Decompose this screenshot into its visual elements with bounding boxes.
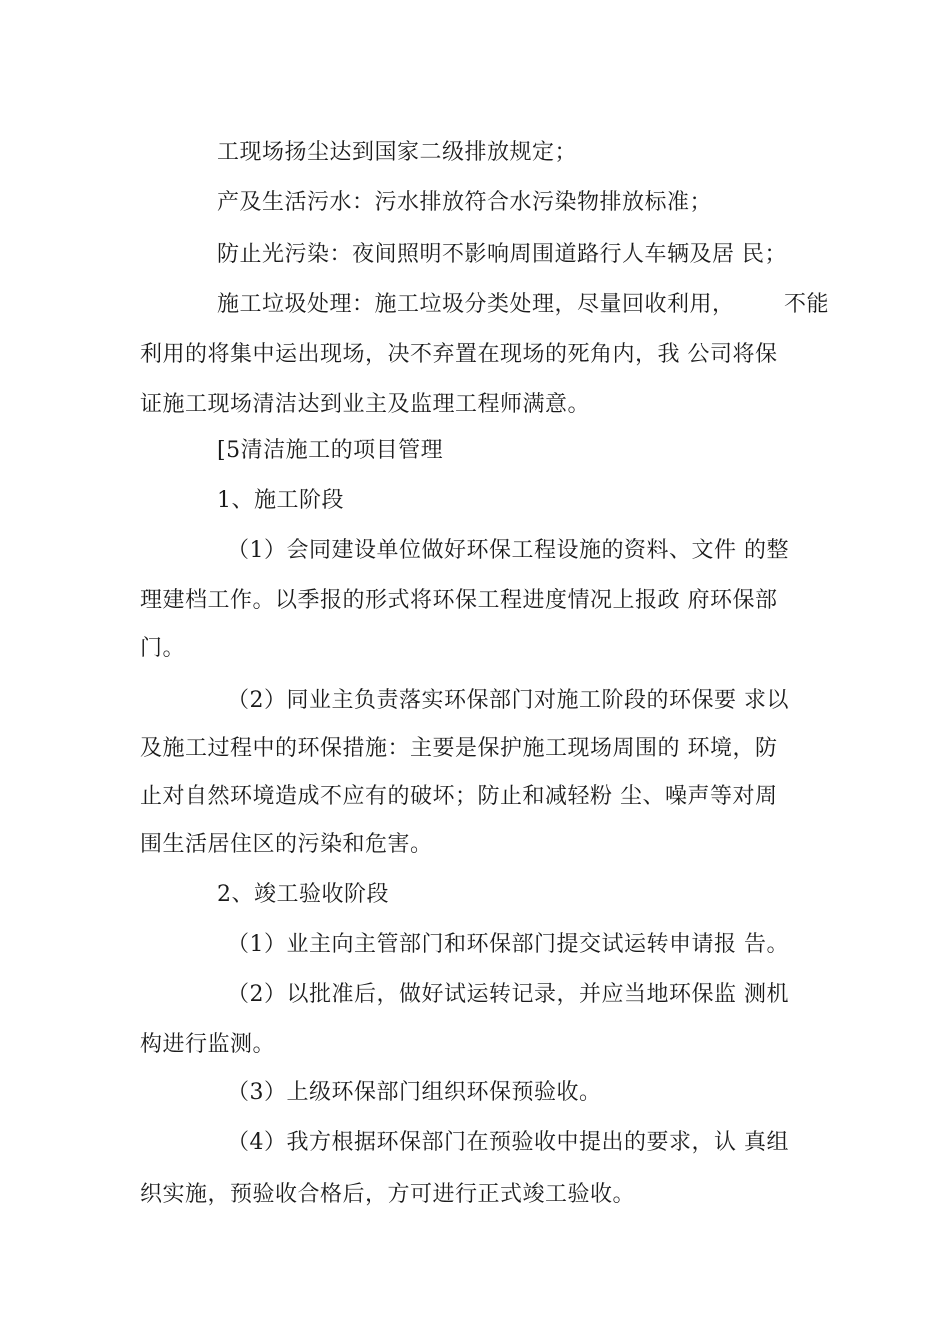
paragraph-line: （4）我方根据环保部门在预验收中提出的要求，认 真组 (227, 1130, 789, 1155)
paragraph-line: （1）业主向主管部门和环保部门提交试运转申请报 告。 (227, 932, 789, 957)
paragraph-line: 工现场扬尘达到国家二级排放规定； (217, 140, 578, 165)
paragraph-line: （2）以批准后，做好试运转记录，并应当地环保监 测机 (227, 982, 789, 1007)
subsection-heading: 2、竣工验收阶段 (217, 882, 389, 907)
paragraph-line: 利用的将集中运出现场，决不弃置在现场的死角内，我 公司将保 (140, 342, 778, 367)
paragraph-line: 围生活居住区的污染和危害。 (140, 832, 433, 857)
paragraph-line: 构进行监测。 (140, 1032, 276, 1057)
paragraph-line: 门。 (140, 636, 186, 661)
paragraph-line: （1）会同建设单位做好环保工程设施的资料、文件 的整 (227, 538, 789, 563)
paragraph-line: （3）上级环保部门组织环保预验收。 (227, 1080, 602, 1105)
paragraph-line: 止对自然环境造成不应有的破坏；防止和减轻粉 尘、噪声等对周 (140, 784, 778, 809)
paragraph-line: 理建档工作。以季报的形式将环保工程进度情况上报政 府环保部 (140, 588, 778, 613)
paragraph-line (217, 290, 829, 320)
paragraph-line: 产及生活污水：污水排放符合水污染物排放标准； (217, 190, 713, 215)
paragraph-line: 织实施，预验收合格后，方可进行正式竣工验收。 (140, 1182, 636, 1207)
line-segment: 施工垃圾处理：施工垃圾分类处理，尽量回收利用， (217, 292, 735, 317)
line-segment: 不能 (783, 292, 829, 317)
subsection-heading: 1、施工阶段 (217, 488, 344, 513)
paragraph-line: 证施工现场清洁达到业主及监理工程师满意。 (140, 392, 591, 417)
paragraph-line: （2）同业主负责落实环保部门对施工阶段的环保要 求以 (227, 688, 789, 713)
section-heading: [5清洁施工的项目管理 (217, 438, 444, 463)
paragraph-line: 防止光污染：夜间照明不影响周围道路行人车辆及居 民； (217, 242, 787, 267)
paragraph-line: 及施工过程中的环保措施：主要是保护施工现场周围的 环境，防 (140, 736, 778, 761)
